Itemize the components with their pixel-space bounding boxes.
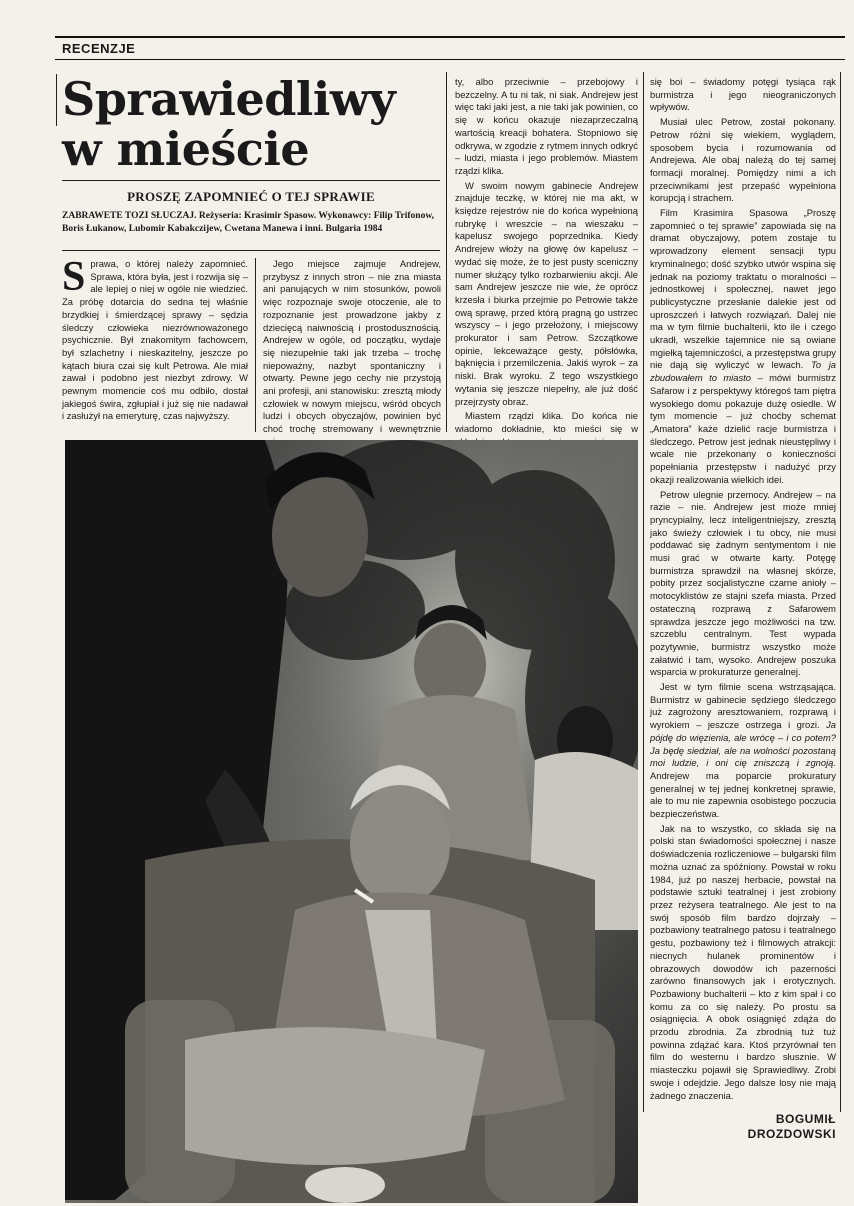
paragraph — [650, 207, 836, 486]
author-signature — [648, 1112, 836, 1142]
headline-rule — [62, 180, 440, 181]
headline-line-1: Sprawiedliwy — [62, 72, 396, 126]
paragraph: Musiał ulec Petrow, został pokonany. Petrow różni się wiekiem, wyglądem, sposobem bycia i rozumowania od Andrejewa. Ale obaj należą do tej samej formacji moralnej. Pomiędzy nimi a ich przeciwnikami jest przepaść wypełniona korupcją i strachem. — [650, 116, 836, 204]
quote-text: Ja pójdę do więzienia, ale wrócę – i co potem? Ja będę siedział, ale na wolności pozostaną moi ludzie, i oni cię zniszczą i zgnoją. — [650, 719, 836, 769]
paragraph-text: prawa, o której należy zapomnieć. Sprawa, która była, jest i rozwija się – ale lepiej o niej w ogóle nie wiedzieć. Za próbę dotarcia do sedna tej właśnie brzydkiej i śmierdzącej sprawy – sędzia śledczy człowieka niezrównoważonego psychicznie. Był znakomitym fachowcem, był szlachetny i nieskazitelny, jeszcze po kątach biura czai się kult Petrowa. Ale miał zawał i podobno jest niezbyt zdrowy. W pewnym momencie coś mu odbiło, dostał jakiegoś świra, zgłupiał i już się nie nadawał i zasłużył na emeryturę, czas najwyższy. — [62, 258, 248, 422]
column-divider — [56, 74, 57, 126]
article-subhead: PROSZĘ ZAPOMNIEĆ O TEJ SPRAWIE — [127, 189, 375, 204]
top-rule — [55, 36, 845, 38]
paragraph-text: Film Krasimira Spasowa „Proszę zapomnieć o tej sprawie” zapowiada się na dramat obyczajowy, potem zostaje tu wprowadzony element sensacji typu kryminalnego; dość szybko utwór wspina się jednak na poziomy traktatu o moralności – jednostkowej i społecznej, nawet jego publicystyczne przesłanie dalekie jest od uproszczeń i łatwych rozwiązań. Dalej nie ma w tym filmie buchalterii, kto ile i czego ukradł, wszelkie tajemnice nie są owiane mgiełką tajemniczości, a przestępstwa grupy nie dają się wyliczyć w lewach. — [650, 207, 836, 371]
paragraph: W swoim nowym gabinecie Andrejew znajduje teczkę, w której nie ma akt, w księdze rejestrów nie do końca wypełnioną rubrykę i wreszcie – na wieszaku – kapelusz swojego poprzednika. Kiedy Andrejew włoży na głowę ów kapelusz – wydać się może, że to jest pusty sceniczny numer służący tylko rozbarwieniu akcji. Ale sam Andrejew jeszcze nie wie, że oprócz krzesła i biurka przejmie po Petrowie także ową sprawę, przed którą pragną go ustrzec wszyscy – i jego przełożony, i miejscowy prokurator i sam Petrow. Szczątkowe opinie, lekceważące gesty, półsłówka, bąknięcia i przemilczenia. Jakiś wyrok – za niski. Brak wyroku. Z tego wszystkiego wytania się jeszcze niepełny, ale już dość przejrzysty obraz. — [455, 179, 638, 407]
credits-rule — [62, 250, 440, 251]
film-credits: ZABRAWETE TOZI SŁUCZAJ. Reżyseria: Krasimir Spasow. Wykonawcy: Filip Trifonow, Boris Łukanow, Lubomir Kabakczijew, Cwetana Manewa i inni. Bulgaria 1984 — [62, 211, 435, 234]
paragraph-text: Andrejew ma poparcie prokuratury generalnej w tej jednej konkretnej sprawie, ale to mu nie zapewnia osobistego poczucia bezpieczeństwa. — [650, 769, 836, 820]
paragraph — [650, 681, 836, 821]
article-column-1 — [62, 254, 248, 425]
paragraph: Miastem rządzi klika. Do końca nie wiadomo dokładnie, kto mieści się w — [455, 410, 638, 434]
film-still-photo — [65, 440, 638, 1203]
column-divider — [840, 72, 841, 1112]
author-last-name: DROZDOWSKI — [747, 1127, 836, 1141]
paragraph — [62, 254, 248, 423]
column-divider — [643, 72, 644, 1112]
section-label: RECENZJE — [62, 41, 136, 56]
paragraph: się boi – świadomy potęgi tysiąca rąk burmistrza i jego nieograniczonych wpływów. — [650, 76, 836, 113]
paragraph: Jego miejsce zajmuje Andrejew, przybysz z innych stron – nie zna miasta ani panujących w nim stosunków, powoli więc rozpoznaje swoje otoczenie, ale to rozpoznanie jest prowadzone jakby z dziecięcą naiwnością i prostodusznością. Andrejew w ogóle, od początku, wydaje się niezupełnie taki jak trzeba – trochę niepoważny, nazbyt spontaniczny i otwarty. Pewne jego cechy nie przystoją ani profesji, ani stanowisku: zresztą młody człowiek w nowym miejscu, wśród obcych ludzi i obcych obyczajów, powinien być choć trochę stremowany i wewnętrznie — [263, 258, 441, 435]
headline-line-2: w mieście — [62, 122, 310, 176]
column-divider — [446, 72, 447, 432]
quote-text: To ja zbudowałem to miasto — [650, 359, 836, 384]
paragraph-text: Jest w tym filmie scena wstrząsająca. Burmistrz w gabinecie sędziego śledczego już zagrożony aresztowaniem, rozprawą i wyrokiem – jeszcze ostrzega i grozi. — [650, 681, 836, 731]
paragraph: Petrow ulegnie przemocy. Andrejew – na razie – nie. Andrejew jest może mniej pryncypialny, lecz inteligentniejszy, zresztą jako świeży człowiek i tu obcy, nie musi poddawać się żadnym sentymentom i nie musi grać w otwarte karty. Potęgę burmistrza sprawdził na własnej skórze, pobity przez socjalistyczne czarne anioły – motocyklistów ze stajni szefa miasta. Przed ostateczną rozprawą z Safarowem sprawdza jeszcze jego możliwości na tzw. szczeblu centralnym. Test wypada pozytywnie, burmistrz wszystko może załatwić i tam, wysoko. Andrejew poszuka wsparcia w prokuraturze generalnej. — [650, 488, 836, 678]
article-column-4 — [650, 76, 836, 1104]
section-rule — [55, 59, 845, 60]
article-column-2 — [263, 258, 441, 451]
article-column-3 — [455, 76, 638, 450]
film-still-illustration — [65, 440, 638, 1203]
paragraph: Jak na to wszystko, co składa się na polski stan świadomości społecznej i nasze doświadczenia rozliczeniowe – bułgarski film można uznać za spóźniony. Powstał w roku 1984, już po naszej herbacie, powstał na podstawie sztuki teatralnej i jest zrobiony przez reżysera teatralnego. Ale jest to na swój sposób film bardzo dojrzały – pozbawiony teatralnego patosu i teatralnego gestu, pozbawiony też i filmowych atrakcji: niecnych hulanek prominentów i obrazowych dowodów ich pazerności zarówno finansowych jak i erotycznych. Pozbawiony buchalterii – kto z kim spał i co komu za co się należy. Po prostu sa osiągnięcia. A obok osiągnięć zdąża do przodu zbrodnia. Za zbrodnią tuż tuż powinna zdążać kara. Ktoś przyrównał ten film do westernu i bardzo słusznie. W miasteczku pojawił się Sprawiedliwy. Zrobi swoje i odejdzie. Jego dalsze losy nie mają żadnego znaczenia. — [650, 822, 836, 1101]
paragraph-text: – mówi burmistrz Safarow i z perspektywy któregoś tam piętra wysokiego domu pokazuje dużę osiedle. W tym momencie – już choćby schemat „Amatora” każe dzielić racje burmistrza i śledczego. Petrow jest jednak nieustępliwy i wcale nie przekonany o konieczności popełniania przestępstw i nadużyć przy okazji realizowania wielkich idei. — [650, 372, 836, 485]
article-headline — [62, 74, 442, 174]
column-divider — [255, 258, 256, 432]
author-first-name: BOGUMIŁ — [775, 1112, 836, 1126]
drop-cap: S — [62, 254, 86, 300]
paragraph: ty, albo przeciwnie – przebojowy i bezczelny. A tu ni tak, ni siak. Andrejew jest więc taki jaki jest, a nie taki jak powinien, co się w końcu okazuje niezaprzeczalną wartością kreacji bohatera. Stopniowo się odkrywa, w zgodzie z rytmem innych odkryć – ludzi, miasta i jego problemów. Miastem rządzi klika. — [455, 76, 638, 176]
